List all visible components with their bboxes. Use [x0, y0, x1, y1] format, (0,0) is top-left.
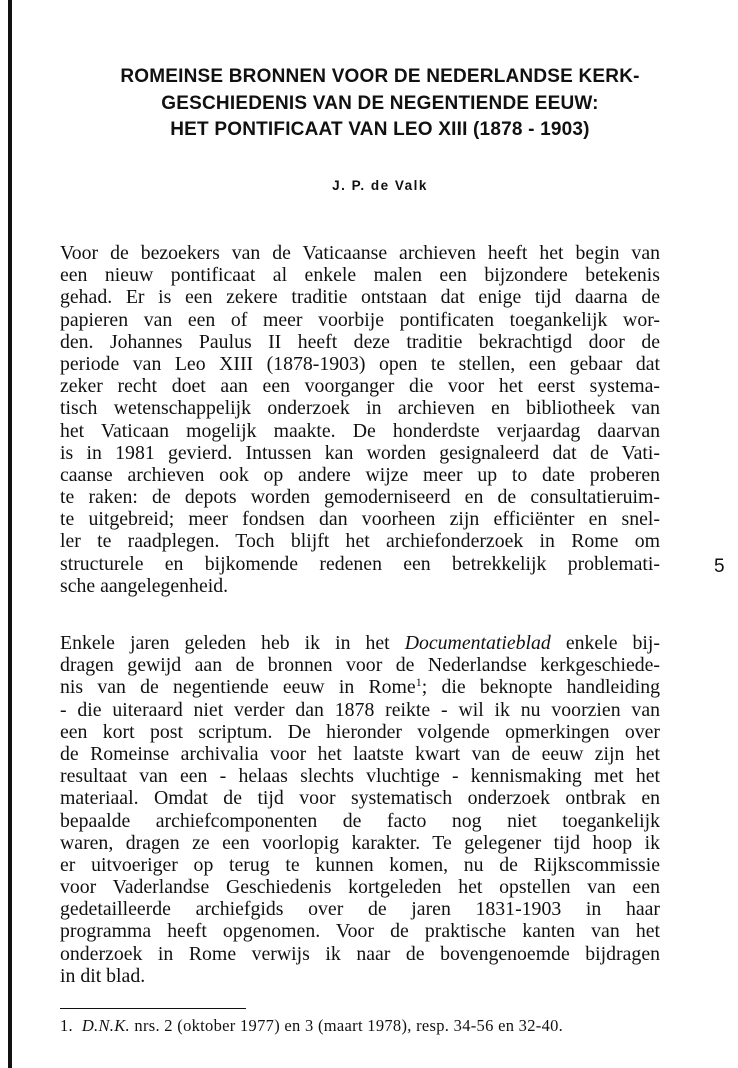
paragraph-2: [60, 632, 660, 987]
left-margin-rule: [8, 0, 12, 1068]
text-segment: enkele bij-: [550, 632, 660, 654]
text-line: papieren van een of meer voorbije pontificaten toegankelijk wor-: [60, 308, 660, 331]
footnote-journal: D.N.K.: [81, 1016, 130, 1035]
footnote-divider: [60, 1008, 246, 1009]
title-line: HET PONTIFICAAT VAN LEO XIII (1878 - 1903): [170, 119, 590, 140]
article-title: [60, 64, 700, 144]
text-line: periode van Leo XIII (1878-1903) open te stellen, een gebaar dat: [60, 352, 660, 375]
text-line: waren, dragen ze een voorlopig karakter. Te gelegener tijd hoop ik: [60, 831, 660, 854]
text-line: materiaal. Omdat de tijd voor systematisch onderzoek ontbrak en: [60, 787, 660, 810]
text-line: een kort post scriptum. De hieronder volgende opmerkingen over: [60, 720, 660, 743]
text-line: gehad. Er is een zekere traditie ontstaan dat enige tijd daarna de: [60, 286, 660, 309]
footnote-reference: 1: [415, 675, 422, 690]
text-line: [60, 676, 660, 698]
text-line: te uitgebreid; meer fondsen dan voorheen zijn efficiënter en snel-: [60, 508, 660, 531]
title-line: ROMEINSE BRONNEN VOOR DE NEDERLANDSE KERK-: [120, 66, 640, 87]
text-line: gedetailleerde archiefgids over de jaren 1831-1903 in haar: [60, 898, 660, 921]
text-line: het Vaticaan mogelijk maakte. De honderdste verjaardag daarvan: [60, 419, 660, 442]
text-line: caanse archieven ook op andere wijze meer up to date proberen: [60, 463, 660, 486]
text-line: een nieuw pontificaat al enkele malen een bijzondere betekenis: [60, 264, 660, 287]
footnote-text: nrs. 2 (oktober 1977) en 3 (maart 1978), resp. 34-56 en 32-40.: [134, 1016, 564, 1035]
text-line: zeker recht doet aan een voorganger die voor het eerst systema-: [60, 375, 660, 398]
text-line: te raken: de depots worden gemoderniseerd en de consultatieruim-: [60, 486, 660, 509]
text-line: ler te raadplegen. Toch blijft het archiefonderzoek in Rome om: [60, 530, 660, 553]
text-line: [60, 632, 660, 654]
text-line: Voor de bezoekers van de Vaticaanse archieven heeft het begin van: [60, 242, 660, 264]
paragraph-1: [60, 242, 660, 597]
text-line: onderzoek in Rome verwijs ik naar de bovengenoemde bijdragen: [60, 942, 660, 965]
text-line: voor Vaderlandse Geschiedenis kortgeleden het opstellen van een: [60, 876, 660, 899]
page-number: 5: [714, 556, 725, 577]
text-line: den. Johannes Paulus II heeft deze traditie bekrachtigd door de: [60, 330, 660, 353]
text-line: resultaat van een - helaas slechts vluchtige - kennismaking met het: [60, 765, 660, 788]
author-name: J. P. de Valk: [332, 178, 428, 193]
text-line: bepaalde archiefcomponenten de facto nog niet toegankelijk: [60, 809, 660, 832]
text-segment: nis van de negentiende eeuw in Rome: [60, 676, 416, 699]
footnote: [60, 1016, 563, 1036]
journal-title: Documentatieblad: [404, 632, 551, 654]
text-line: is in 1981 gevierd. Intussen kan worden gesignaleerd dat de Vati-: [60, 441, 660, 464]
footnote-number: 1.: [60, 1016, 73, 1035]
text-segment: Enkele jaren geleden heb ik in het: [60, 632, 405, 654]
text-line: structurele en bijkomende redenen een betrekkelijk problemati-: [60, 552, 660, 575]
text-segment: ; die beknopte handleiding: [421, 676, 660, 699]
text-line: in dit blad.: [60, 964, 146, 987]
text-line: er uitvoeriger op terug te kunnen komen, nu de Rijkscommissie: [60, 853, 660, 876]
text-line: programma heeft opgenomen. Voor de praktische kanten van het: [60, 920, 660, 943]
text-line: tisch wetenschappelijk onderzoek in archieven en bibliotheek van: [60, 397, 660, 420]
text-line: sche aangelegenheid.: [60, 574, 229, 597]
text-line: de Romeinse archivalia voor het laatste kwart van de eeuw zijn het: [60, 742, 660, 765]
title-line: GESCHIEDENIS VAN DE NEGENTIENDE EEUW:: [161, 92, 599, 114]
text-line: - die uiteraard niet verder dan 1878 reikte - wil ik nu voorzien van: [60, 698, 660, 721]
text-line: dragen gewijd aan de bronnen voor de Nederlandse kerkgeschiede-: [60, 654, 660, 677]
